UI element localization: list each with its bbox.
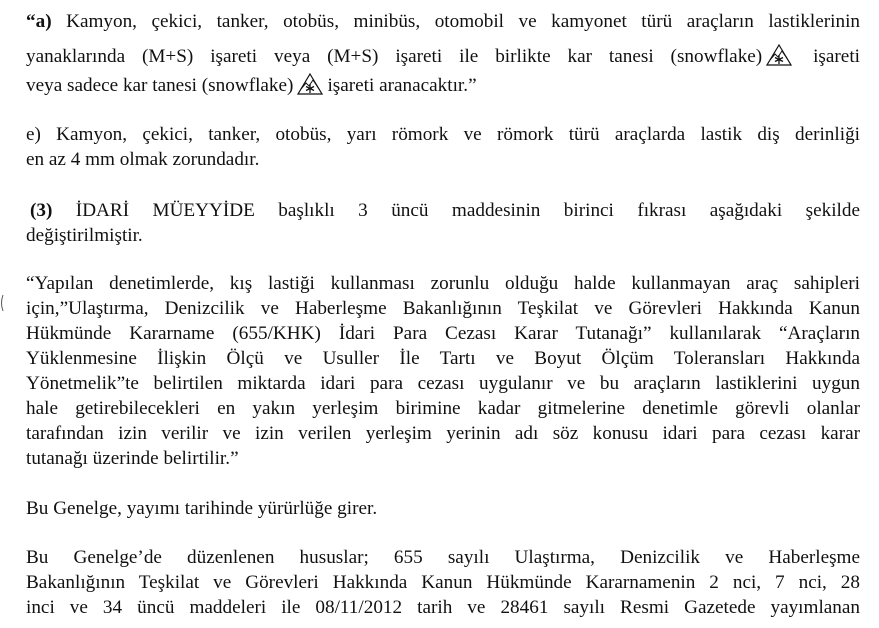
paragraph-a-line-1: [26, 10, 860, 33]
snowflake-mountain-icon: [297, 73, 323, 95]
paragraph-e-line-1: e) Kamyon, çekici, tanker, otobüs, yarı römork ve römork türü araçlarda lastik diş derinliği: [26, 124, 860, 145]
paragraph-6-line-3: inci ve 34 üncü maddeleri ile 08/11/2012 tarih ve 28461 sayılı Resmi Gazetede yayımlanan: [26, 597, 860, 618]
paragraph-5-line-1: Bu Genelge, yayımı tarihinde yürürlüğe girer.: [26, 498, 378, 519]
paragraph-4-line-7: tarafından izin verilir ve izin verilen yerleşim yerinin adı söz konusu idari para cezası karar: [26, 423, 860, 444]
paragraph-a-line-2: [26, 44, 860, 68]
paragraph-4-line-1: “Yapılan denetimlerde, kış lastiği kullanması zorunlu olduğu halde kullanmayan araç sahipleri: [26, 273, 860, 294]
paragraph-4-line-4: Yüklenmesine İlişkin Ölçü ve Usuller İle Tartı ve Boyut Ölçüm Toleransları Hakkında: [26, 348, 860, 369]
paragraph-4-line-2: için,”Ulaştırma, Denizcilik ve Haberleşme Bakanlığının Teşkilat ve Görevleri Hakkında Kanun: [26, 298, 860, 319]
paragraph-3-line-1: [30, 199, 860, 222]
margin-mark: [0, 294, 4, 312]
item-marker-3: (3): [30, 200, 53, 221]
paragraph-a-text: yanaklarında (M+S) işareti veya (M+S) işareti ile birlikte kar tanesi (snowflake): [26, 46, 763, 67]
paragraph-3-line-2: değiştirilmiştir.: [26, 225, 143, 246]
paragraph-6-line-1: Bu Genelge’de düzenlenen hususlar; 655 sayılı Ulaştırma, Denizcilik ve Haberleşme: [26, 547, 860, 568]
paragraph-a-text: işareti: [796, 46, 860, 67]
paragraph-4-line-5: Yönetmelik”te belirtilen miktarda idari para cezası uygulanır ve bu araçların lastiklerini uygun: [26, 373, 860, 394]
paragraph-4-line-3: Hükmünde Kararname (655/KHK) İdari Para Cezası Karar Tutanağı” kullanılarak “Araçların: [26, 323, 860, 344]
item-marker-a: “a): [26, 11, 52, 32]
paragraph-a-text: veya sadece kar tanesi (snowflake): [26, 75, 294, 96]
paragraph-4-line-8: tutanağı üzerinde belirtilir.”: [26, 448, 239, 469]
paragraph-a-text: Kamyon, çekici, tanker, otobüs, minibüs, otomobil ve kamyonet türü araçların lastiklerinin: [51, 11, 860, 32]
paragraph-a-text: işareti aranacaktır.”: [327, 75, 477, 96]
paragraph-4-line-6: hale getirebilecekleri en yakın yerleşim birimine kadar gitmelerine denetimle görevli olanlar: [26, 398, 860, 419]
snowflake-mountain-icon: [766, 44, 792, 66]
paragraph-e-line-2: en az 4 mm olmak zorundadır.: [26, 149, 260, 170]
paragraph-3-text: İDARİ MÜEYYİDE başlıklı 3 üncü maddesinin birinci fıkrası aşağıdaki şekilde: [52, 200, 860, 221]
paragraph-a-line-3: [26, 73, 860, 97]
paragraph-6-line-2: Bakanlığının Teşkilat ve Görevleri Hakkında Kanun Hükmünde Kararnamenin 2 nci, 7 nci, 28: [26, 572, 860, 593]
